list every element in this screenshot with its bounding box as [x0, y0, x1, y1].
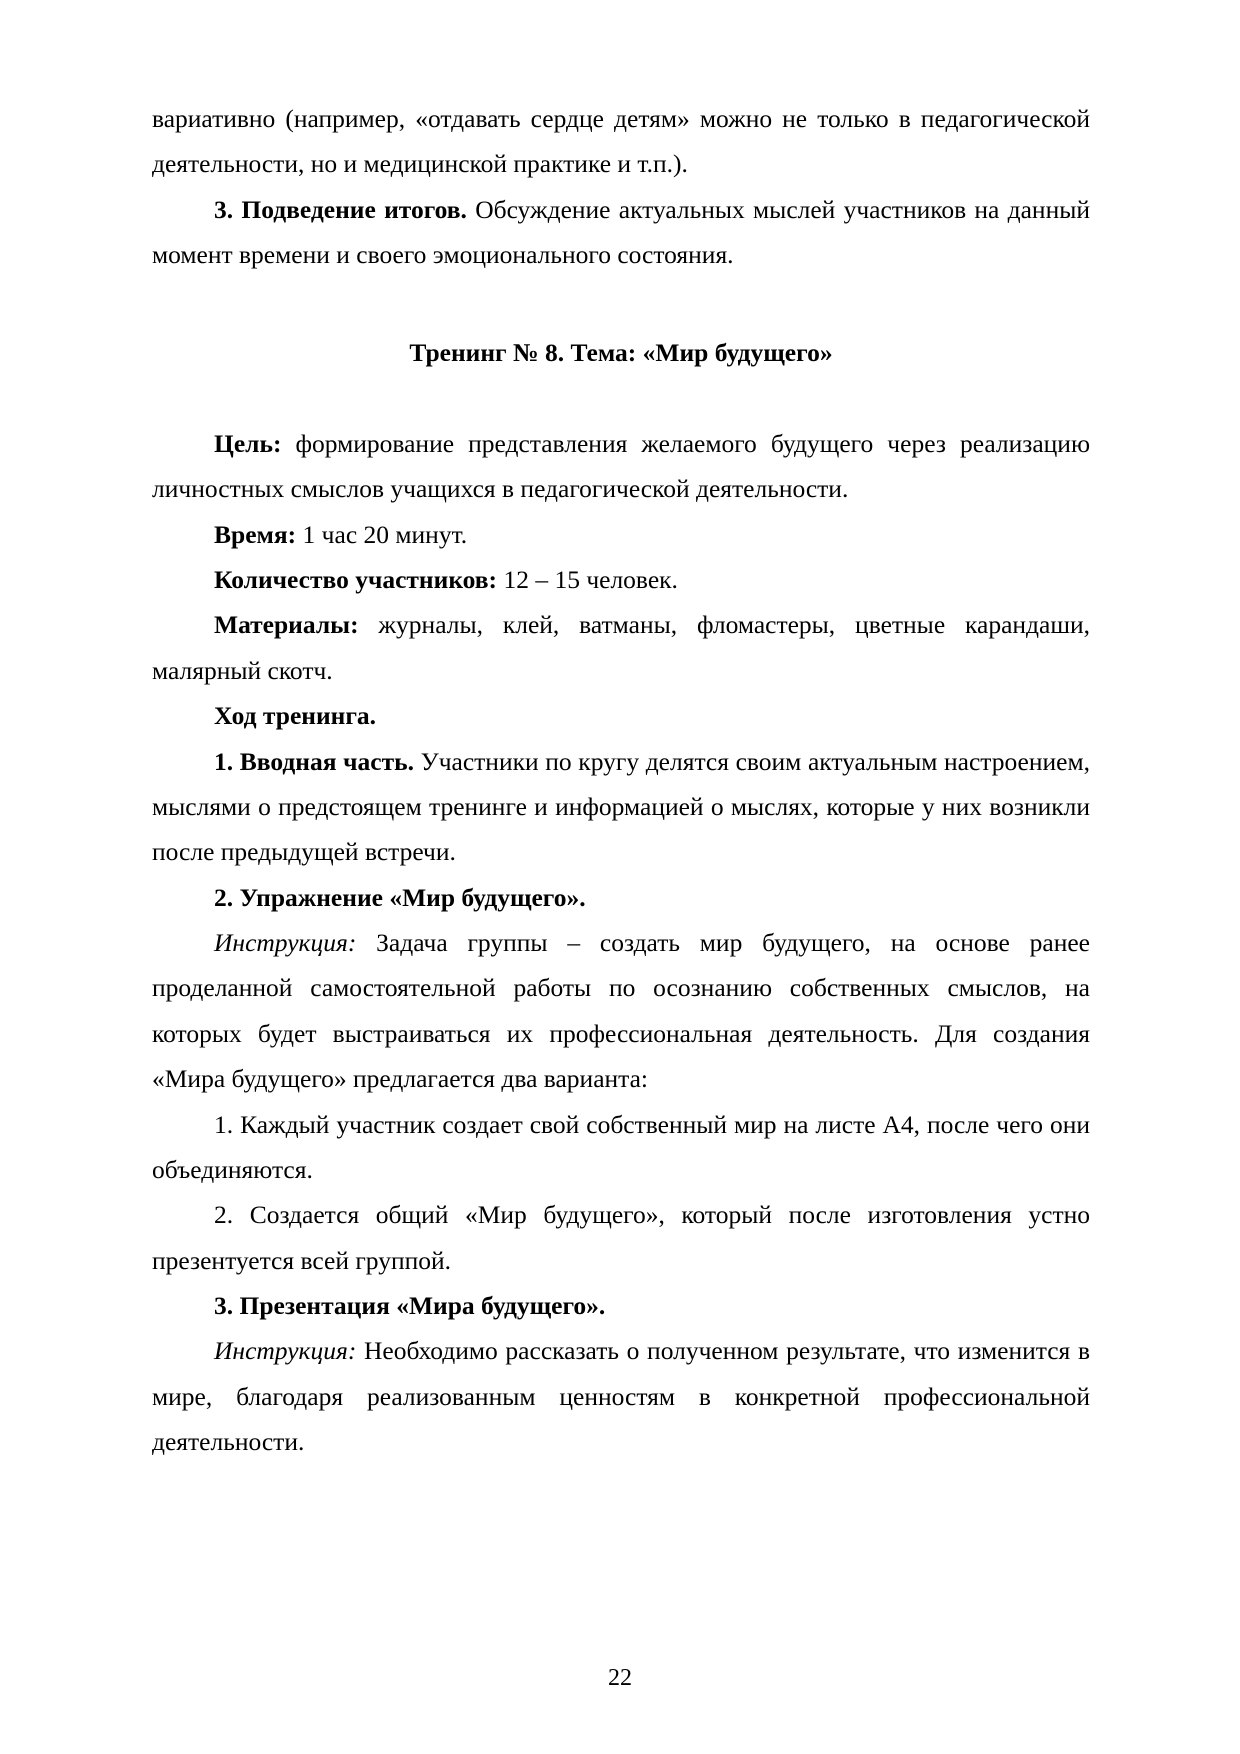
paragraph [152, 96, 1090, 187]
text-run: Участники по кругу делятся своим актуальным настроением, мыслями о предстоящем тренинге и информацией о мыслях, которые у них возникли после предыдущей встречи. [152, 746, 1090, 867]
paragraph [152, 875, 1090, 920]
text-run: 3. Презентация «Мира будущего». [214, 1291, 606, 1320]
text-run: Ход тренинга. [214, 701, 377, 731]
text-run: Количество участников: [214, 565, 498, 594]
text-run: Тренинг № 8. Тема: «Мир будущего» [409, 337, 833, 367]
text-run: Обсуждение актуальных мыслей участников на данный момент времени и своего эмоционального состояния. [152, 194, 1090, 270]
document-body [152, 96, 1090, 1465]
text-run: Необходимо рассказать о полученном результате, что изменится в мире, благодаря реализованным ценностям в конкретной профессиональной деятельности. [152, 1336, 1090, 1457]
text-run: 1. Каждый участник создает свой собственный мир на листе А4, после чего они объединяются. [152, 1109, 1090, 1184]
text-run: журналы, клей, ватманы, фломастеры, цветные карандаши, малярный скотч. [152, 610, 1090, 685]
paragraph [152, 602, 1090, 693]
paragraph [152, 693, 1090, 738]
page-number: 22 [608, 1665, 632, 1691]
text-run: 12 – 15 человек. [497, 565, 678, 594]
paragraph [152, 739, 1090, 875]
text-run: 2. Упражнение «Мир будущего». [214, 882, 586, 912]
text-run: Время: [214, 519, 297, 549]
paragraph [152, 557, 1090, 602]
paragraph [152, 187, 1090, 278]
text-run: Материалы: [214, 610, 359, 640]
paragraph [152, 1102, 1090, 1193]
text-run: вариативно (например, «отдавать сердце детям» можно не только в педагогической деятельности, но и медицинской практике и т.п.). [152, 104, 1090, 179]
text-run: 2. Создается общий «Мир будущего», который после изготовления устно презентуется всей группой. [152, 1200, 1090, 1275]
text-run: Цель: [214, 428, 282, 458]
text-run: 1. Вводная часть. [214, 746, 414, 776]
paragraph [152, 421, 1090, 512]
section-heading [152, 330, 1090, 375]
text-run: Инструкция: [214, 1336, 357, 1366]
paragraph [152, 1328, 1090, 1464]
text-run: Задача группы – создать мир будущего, на основе ранее проделанной самостоятельной работы по осознанию собственных смыслов, на которых будет выстраиваться их профессиональная деятельность. Для создания «Мира будущего» предлагается два варианта: [152, 928, 1090, 1094]
paragraph [152, 920, 1090, 1102]
paragraph [152, 1283, 1090, 1328]
text-run: 1 час 20 минут. [296, 519, 468, 549]
text-run: формирование представления желаемого будущего через реализацию личностных смыслов учащихся в педагогической деятельности. [152, 428, 1090, 504]
text-run: 3. Подведение итогов. [214, 194, 467, 224]
paragraph [152, 1192, 1090, 1283]
paragraph [152, 512, 1090, 557]
text-run: Инструкция: [214, 928, 357, 957]
